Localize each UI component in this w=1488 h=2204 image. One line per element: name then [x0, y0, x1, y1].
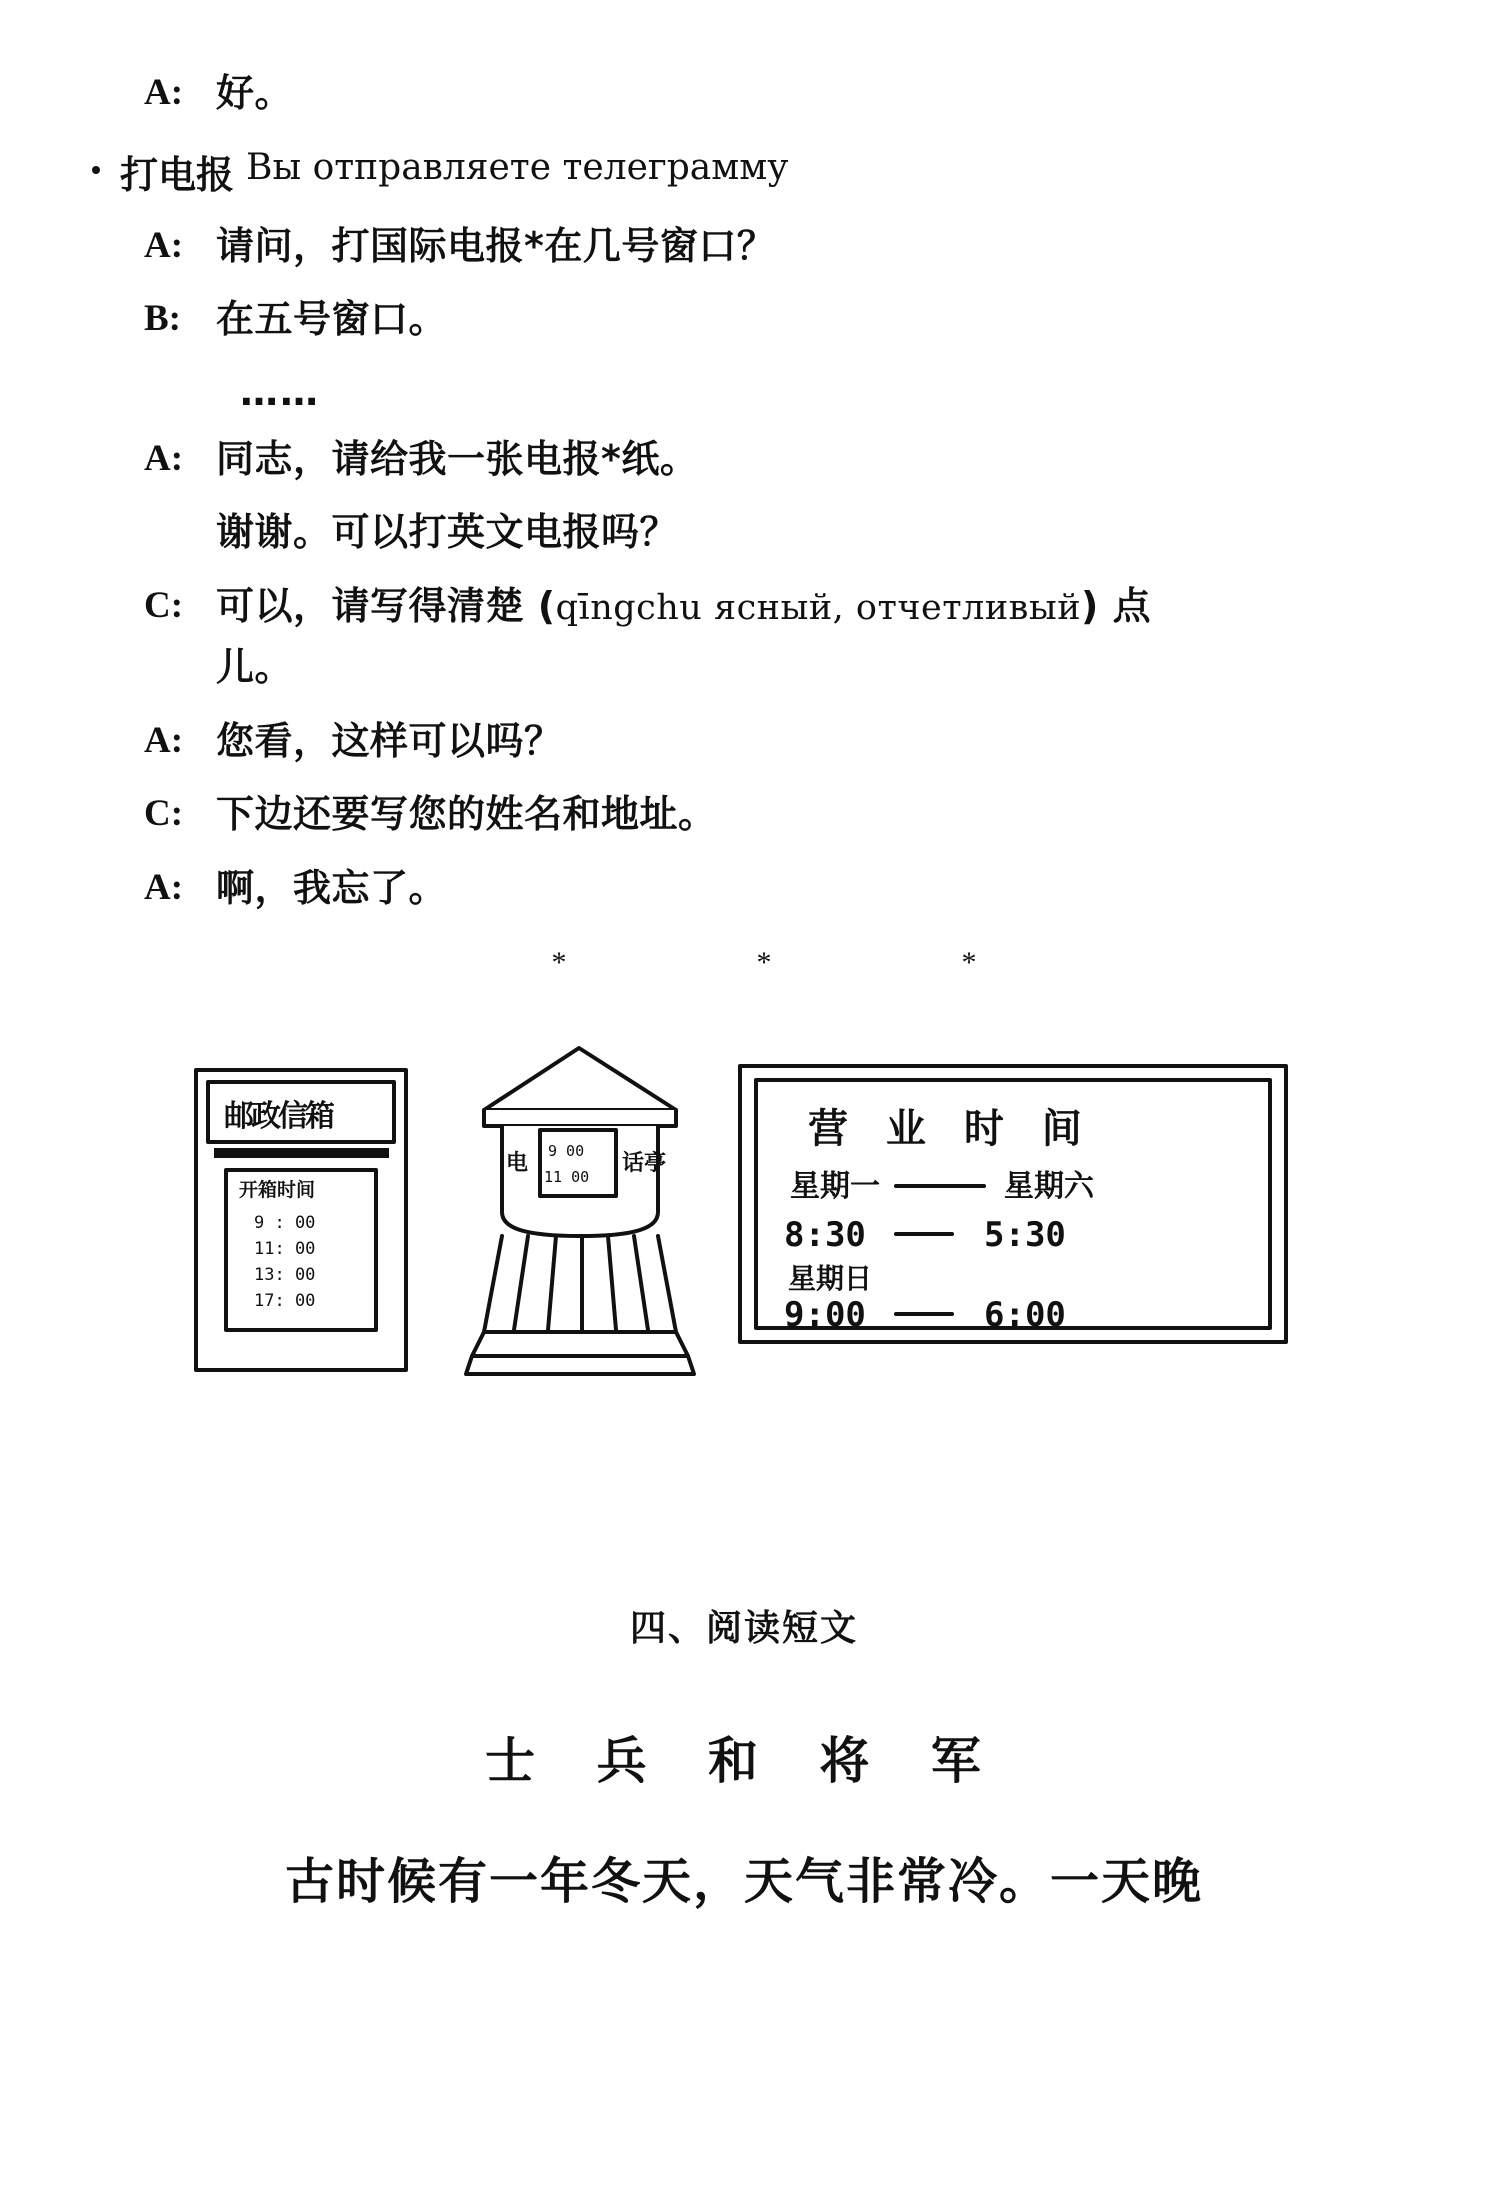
dialogue-block — [120, 70, 1368, 980]
svg-text:营 业 时 间: 营 业 时 间 — [808, 1106, 1094, 1153]
business-hours-sign — [740, 1066, 1286, 1342]
svg-text:13: 00: 13: 00 — [254, 1265, 316, 1286]
dialogue-line — [120, 296, 1368, 344]
speaker-label: A: — [144, 437, 184, 479]
speaker-label: A: — [144, 866, 184, 908]
dialogue-line — [120, 865, 1368, 913]
dialogue-text: 请问，打国际电报*在几号窗口？ — [216, 223, 776, 268]
dialogue-line — [120, 436, 1368, 484]
gloss-after: ) 点 — [1081, 583, 1152, 628]
speaker-label: A: — [144, 72, 184, 113]
story-title: 士 兵 和 将 军 — [485, 1732, 1003, 1791]
gloss-pinyin: qīngchu — [555, 587, 703, 628]
story-body-text: 古时候有一年冬天，天气非常冷。一天晚 — [284, 1853, 1203, 1911]
ellipsis-line: …… — [240, 369, 320, 414]
gloss-russian: ясный, отчетливый — [713, 587, 1082, 628]
svg-text:9 00: 9 00 — [548, 1142, 585, 1161]
dialogue-text: 您看，这样可以吗？ — [216, 718, 563, 763]
section-heading-cn: 打电报 — [120, 152, 235, 197]
svg-text:星期一: 星期一 — [790, 1169, 880, 1205]
dialogue-text — [216, 583, 1368, 692]
mailbox-drawing — [196, 1070, 406, 1370]
dialogue-line — [120, 70, 1368, 118]
star-icon: * — [961, 946, 977, 980]
svg-text:星期六: 星期六 — [1004, 1169, 1094, 1205]
svg-text:邮政信箱: 邮政信箱 — [224, 1099, 332, 1135]
dialogue-text: 好。 — [216, 71, 294, 115]
dialogue-line-gloss — [120, 583, 1368, 692]
star-icon: * — [551, 946, 567, 980]
dialogue-line-continued — [120, 509, 1368, 557]
svg-text:6:00: 6:00 — [984, 1295, 1066, 1336]
svg-text:开箱时间: 开箱时间 — [239, 1179, 316, 1202]
speaker-label: C: — [144, 584, 184, 626]
dialogue-text: 下边还要写您的姓名和地址。 — [216, 792, 717, 837]
svg-text:话亭: 话亭 — [622, 1151, 667, 1177]
dialogue-text: 在五号窗口。 — [216, 297, 448, 341]
section-heading-ru: Вы отправляете телеграмму — [246, 146, 789, 188]
dialogue-section-heading — [120, 144, 1368, 199]
svg-text:电: 电 — [506, 1151, 529, 1177]
svg-text:9:00: 9:00 — [784, 1295, 866, 1336]
bullet-icon — [92, 166, 100, 174]
speaker-label: A: — [144, 719, 184, 761]
speaker-label: C: — [144, 793, 184, 835]
dialogue-line — [120, 791, 1368, 839]
svg-text:星期日: 星期日 — [788, 1262, 873, 1296]
dialogue-line — [120, 223, 1368, 271]
svg-text:17: 00: 17: 00 — [254, 1291, 316, 1312]
gloss-before: 可以，请写得清楚 ( — [216, 583, 556, 628]
star-icon: * — [756, 946, 772, 980]
svg-text:8:30: 8:30 — [784, 1215, 866, 1256]
dialogue-text: 啊，我忘了。 — [216, 865, 448, 910]
dialogue-line — [120, 718, 1368, 766]
speaker-label: B: — [144, 298, 181, 339]
telephone-kiosk-drawing — [466, 1048, 694, 1374]
svg-text:5:30: 5:30 — [984, 1215, 1066, 1256]
dialogue-text: 同志，请给我一张电报*纸。 — [216, 436, 699, 481]
svg-text:11: 00: 11: 00 — [254, 1239, 316, 1260]
gloss-wrap: 儿。 — [216, 645, 294, 690]
speaker-label: A: — [144, 224, 184, 266]
svg-text:11 00: 11 00 — [544, 1168, 590, 1187]
illustration-post-office — [120, 1010, 1368, 1480]
svg-text:9 : 00: 9 : 00 — [254, 1213, 316, 1234]
reading-section-heading: 四、阅读短文 — [629, 1608, 858, 1650]
dialogue-text: 谢谢。可以打英文电报吗？ — [216, 510, 679, 554]
star-separator — [120, 946, 1368, 980]
